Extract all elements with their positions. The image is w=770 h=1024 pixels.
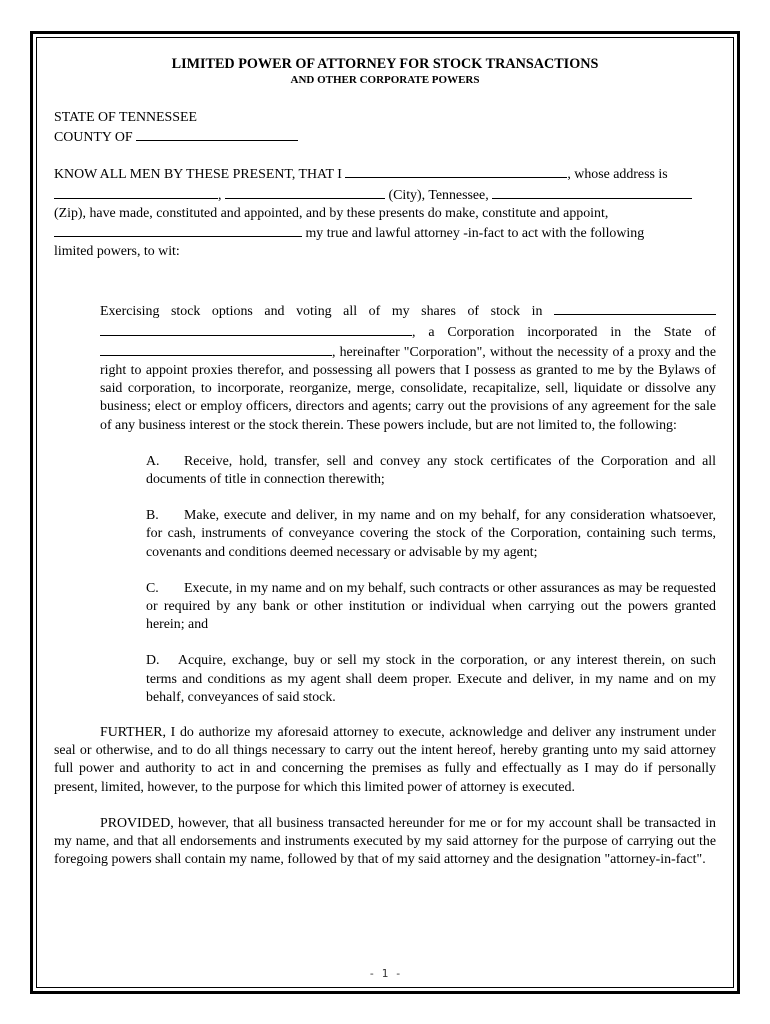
- exercising-text-3: , hereinafter "Corporation", without the necessity of a proxy and the right to appoint proxies therefor, and possessing all powers that I possess as granted to me by the Bylaws of said corporation, to incorporate, reorganize, merge, consolidate, recapitalize, sell, liquidate or dissolve any business; elect or employ officers, directors and agents; carry out the provisions of any agreement for the sale of any business interest or the stock therein. These powers include, but are not limited to, the following:: [100, 344, 716, 433]
- corporation-name-blank-cont[interactable]: [100, 322, 412, 336]
- power-text-a: Receive, hold, transfer, sell and convey any stock certificates of the Corporation and all documents of title in connection therewith;: [146, 453, 716, 488]
- power-text-d: Acquire, exchange, buy or sell my stock in the corporation, or any interest therein, on such terms and conditions as my agent shall deem proper. Execute and deliver, in my name and on my behalf, conveyances of said stock.: [146, 653, 716, 705]
- power-label-d: D.: [146, 653, 160, 669]
- intro-text-4: (City), Tennessee,: [388, 187, 489, 203]
- intro-paragraph: [54, 164, 716, 261]
- city-blank[interactable]: [225, 185, 385, 199]
- power-item-b: [146, 507, 716, 562]
- incorporation-state-blank[interactable]: [100, 342, 332, 356]
- street-address-blank[interactable]: [54, 185, 218, 199]
- county-blank[interactable]: [136, 127, 298, 141]
- state-line: STATE OF TENNESSEE: [54, 110, 197, 125]
- power-item-d: [146, 652, 716, 707]
- power-label-c: C.: [146, 580, 159, 596]
- intro-text-7: limited powers, to wit:: [54, 244, 180, 260]
- power-text-c: Execute, in my name and on my behalf, such contracts or other assurances as may be requested or required by any bank or other institution or individual when carrying out the powers granted herein; and: [146, 580, 716, 633]
- document-body: [54, 56, 716, 883]
- county-label: COUNTY OF: [54, 130, 133, 146]
- provided-paragraph: PROVIDED, however, that all business transacted hereunder for me or for my account shall be transacted in my name, and that all endorsements and instruments executed by my said attorney for the purpose of carrying out the foregoing powers shall contain my name, followed by that of my said attorney and the designation "attorney-in-fact".: [54, 815, 716, 868]
- further-paragraph: FURTHER, I do authorize my aforesaid attorney to execute, acknowledge and deliver any instrument under seal or otherwise, and to do all things necessary to carry out the intent hereof, hereby granting unto my said attorney full power and authority to act in and concerning the premises as fully and effectually as I may do if personally present, limited, however, to the purpose for which this limited power of attorney is executed.: [54, 725, 716, 795]
- attorney-name-blank[interactable]: [54, 223, 302, 237]
- principal-name-blank[interactable]: [345, 164, 567, 178]
- exercising-text-1: Exercising stock options and voting all of my shares of stock in: [100, 304, 543, 320]
- page-number: - 1 -: [368, 967, 402, 980]
- exercising-text-2: , a Corporation incorporated in the State of: [412, 324, 716, 340]
- power-label-a: A.: [146, 453, 160, 469]
- zip-blank[interactable]: [492, 185, 692, 199]
- venue-block: [54, 109, 716, 147]
- power-text-b: Make, execute and deliver, in my name and on my behalf, for any consideration whatsoever, for cash, instruments of conveyance covering the stock of the Corporation, containing such terms, covenants and conditions deemed necessary or advisable by my agent;: [146, 508, 716, 560]
- power-item-c: [146, 580, 716, 635]
- power-item-a: [146, 453, 716, 489]
- intro-text-2: , whose address is: [567, 167, 668, 183]
- intro-text-6: my true and lawful attorney -in-fact to act with the following: [305, 226, 645, 242]
- corporation-name-blank[interactable]: [554, 301, 716, 315]
- document-subtitle: AND OTHER CORPORATE POWERS: [290, 74, 480, 86]
- power-label-b: B.: [146, 508, 159, 524]
- intro-text-1: KNOW ALL MEN BY THESE PRESENT, THAT I: [54, 167, 342, 183]
- intro-text-3: ,: [218, 187, 222, 203]
- intro-text-5: (Zip), have made, constituted and appointed, and by these presents do make, constitute and appoint,: [54, 205, 609, 221]
- county-line: [54, 127, 716, 147]
- exercising-paragraph: [100, 301, 716, 434]
- document-title: LIMITED POWER OF ATTORNEY FOR STOCK TRANSACTIONS: [171, 56, 599, 72]
